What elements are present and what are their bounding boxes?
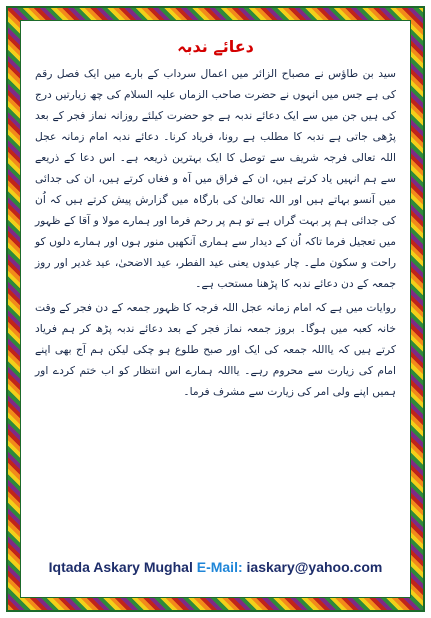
email-label: E-Mail: <box>196 559 243 575</box>
author-footer <box>35 559 396 575</box>
author-name: Iqtada Askary Mughal <box>48 559 193 575</box>
email-address: iaskary@yahoo.com <box>246 559 383 575</box>
document-title: دعائے ندبہ <box>177 37 254 56</box>
decorative-border <box>6 6 425 612</box>
document-content <box>35 31 396 585</box>
paragraph-2: روایات میں ہے کہ امام زمانہ عجل اللہ فرجہ کا ظہور جمعہ کے دن فجر کے وقت خانہ کعبہ میں ہوگا۔ بروز جمعہ نماز فجر کے بعد دعائے ندبہ پڑھ کر ہم فریاد کرتے ہیں کہ یااللہ جمعہ کی ایک اور صبح طلوع ہو چکی لیکن ہم آج بھی اپنے امام کی زیارت سے محروم رہے۔ یااللہ ہمارے اس انتظار کو اب ختم کردے اور ہمیں اپنے ولی امر کی زیارت سے مشرف فرما۔ <box>35 301 396 398</box>
paragraph-1: سید بن طاؤس نے مصباح الزائر میں اعمال سرداب کے بارے میں ایک فصل رقم کی ہے جس میں انہوں نے حضرت صاحب الزماں علیہ السلام کی چھ زیارتیں درج کی ہیں جن میں سے ایک دعائے ندبہ ہے جو حضرت کیلئے روزانہ نماز فجر کے بعد پڑھی جاتی ہے ندبہ کا مطلب ہے رونا، فریاد کرنا۔ دعائے ندبہ امام زمانہ عجل اللہ تعالی فرجہ شریف سے توصل کا ایک بہترین ذریعہ ہے۔ اس دعا کے ذریعے سے ہم انہیں یاد کرتے ہیں، ان کے فراق میں آہ و فغاں کرتے ہیں، ان کی جدائی میں آنسو بہاتے ہیں اور اللہ تعالیٰ کی بارگاہ میں گزارش پیش کرتے ہیں کہ اُن کی جدائی ہم پر بہت گراں ہے تو ہم پر رحم فرما اور ہمارے مولا و آقا کے ظہور میں تعجیل فرما تاکہ اُن کے دیدار سے ہماری آنکھیں منور ہوں اور ہمارے دلوں کو راحت و سکون ملے۔ چار عیدوں یعنی عید الفطر، عید الاضحیٰ، عید غدیر اور روز جمعہ کے دن دعائے ندبہ کا پڑھنا مستحب ہے۔ <box>35 67 396 290</box>
page-panel <box>20 20 411 598</box>
